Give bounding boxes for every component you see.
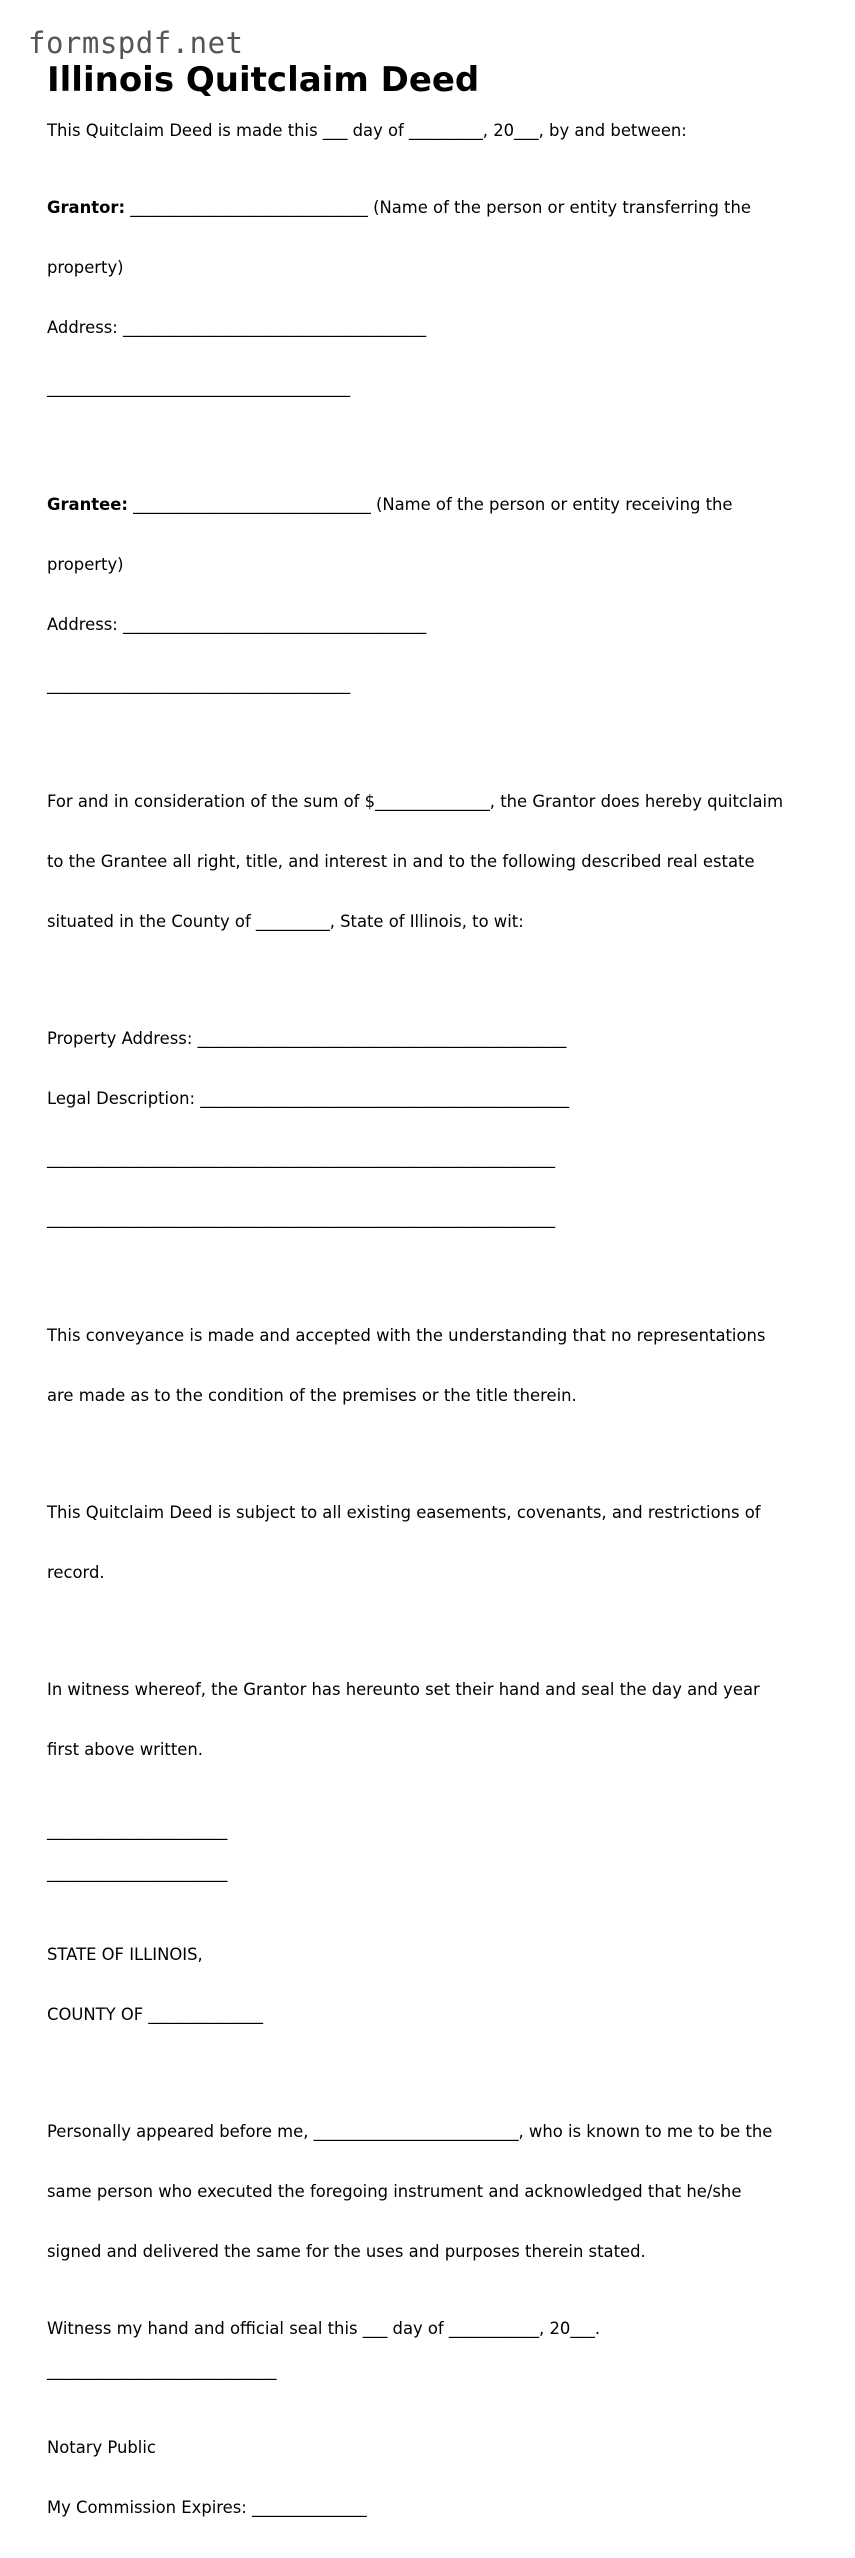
notary-venue [47, 1905, 817, 2065]
grantee-address-line2: _____________________________________ [47, 675, 351, 694]
grantee-name-line-cont: property) [47, 555, 124, 574]
grantor-address: Address: _____________________________________ [47, 318, 427, 337]
notary-public-label: Notary Public [47, 2438, 156, 2457]
property-section [47, 989, 817, 1269]
grantor-name-blank: _____________________________ (Name of the person or entity transferring the [125, 198, 751, 217]
consideration-line: situated in the County of _________, State of Illinois, to wit: [47, 912, 524, 931]
acknowledgment-line: same person who executed the foregoing instrument and acknowledged that he/she [47, 2182, 742, 2201]
conveyance-line: are made as to the condition of the premises or the title therein. [47, 1386, 577, 1405]
commission-expires: My Commission Expires: ______________ [47, 2498, 367, 2517]
conveyance-line: This conveyance is made and accepted with the understanding that no representations [47, 1326, 766, 1345]
legal-description-blank: ______________________________________________________________ [47, 1149, 556, 1168]
grantor-signature-line-2: ______________________ [47, 1863, 228, 1882]
witness-paragraph [47, 1640, 817, 1800]
witness-seal-line: Witness my hand and official seal this ___ day of ___________, 20___. [47, 2319, 601, 2338]
grantor-signature-line: ______________________ [47, 1821, 228, 1840]
notary-section [47, 2398, 817, 2558]
county-of: COUNTY OF ______________ [47, 2005, 264, 2024]
subject-line: record. [47, 1563, 105, 1582]
page-title: Illinois Quitclaim Deed [47, 60, 480, 100]
grantee-name-line [47, 495, 817, 515]
grantor-label: Grantor: [47, 198, 125, 217]
acknowledgment-line: Personally appeared before me, _________________________, who is known to me to be the [47, 2122, 773, 2141]
grantee-address: Address: _____________________________________ [47, 615, 427, 634]
consideration-line: For and in consideration of the sum of $______________, the Grantor does hereby quitclaim [47, 792, 784, 811]
witness-line: first above written. [47, 1740, 203, 1759]
grantee-label: Grantee: [47, 495, 128, 514]
subject-paragraph [47, 1463, 817, 1623]
legal-description: Legal Description: _____________________________________________ [47, 1089, 570, 1108]
conveyance-paragraph [47, 1286, 817, 1446]
subject-line: This Quitclaim Deed is subject to all existing easements, covenants, and restrictions of [47, 1503, 761, 1522]
grantor-address-line2: _____________________________________ [47, 378, 351, 397]
consideration-line: to the Grantee all right, title, and interest in and to the following described real estate [47, 852, 755, 871]
watermark: formspdf.net [28, 26, 244, 60]
deed-body [47, 121, 817, 2558]
acknowledgment-paragraph [47, 2082, 817, 2302]
grantor-name-line [47, 198, 817, 218]
acknowledgment-line: signed and delivered the same for the uses and purposes therein stated. [47, 2242, 646, 2261]
intro-paragraph: This Quitclaim Deed is made this ___ day of _________, 20___, by and between: [47, 121, 687, 140]
property-address: Property Address: _____________________________________________ [47, 1029, 567, 1048]
witness-line: In witness whereof, the Grantor has hereunto set their hand and seal the day and year [47, 1680, 760, 1699]
consideration-paragraph [47, 752, 817, 972]
grantee-name-blank: _____________________________ (Name of the person or entity receiving the [127, 495, 733, 514]
grantor-section [47, 158, 817, 438]
grantor-name-line-cont: property) [47, 258, 124, 277]
notary-signature-line: ____________________________ [47, 2361, 277, 2380]
legal-description-blank: ______________________________________________________________ [47, 1209, 556, 1228]
state-of-illinois: STATE OF ILLINOIS, [47, 1945, 203, 1964]
grantee-section [47, 455, 817, 735]
